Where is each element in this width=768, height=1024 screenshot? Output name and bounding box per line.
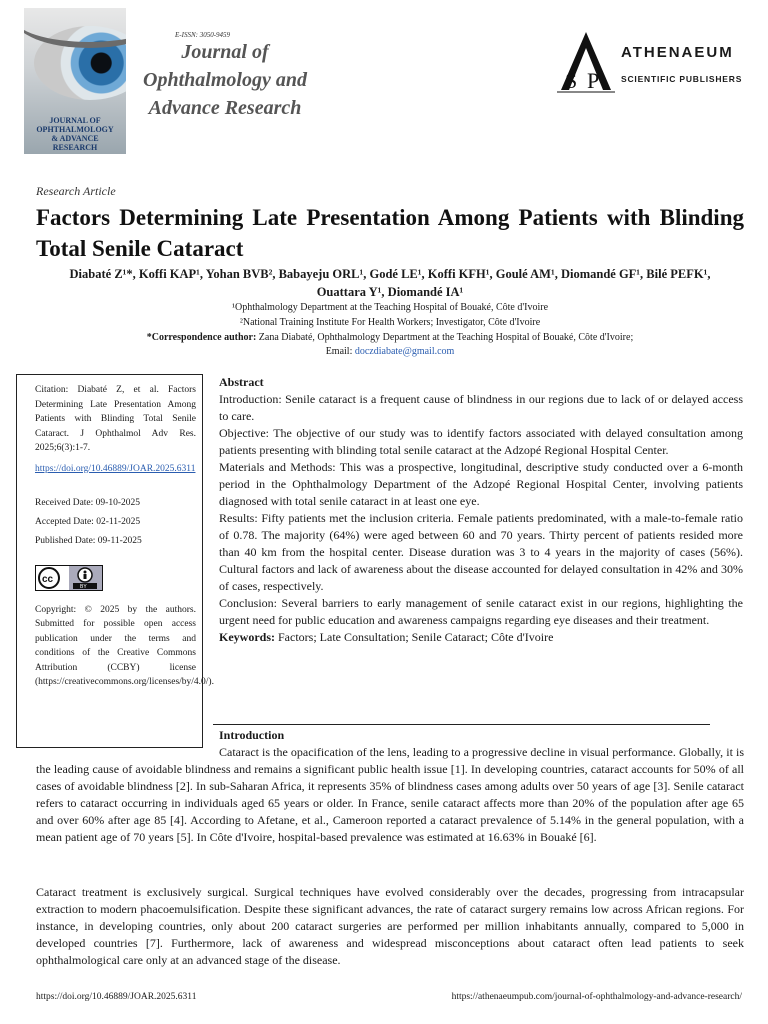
athenaeum-logo-icon (555, 30, 617, 94)
abstract-objective: Objective: The objective of our study was to identify factors associated with delayed consultation among patients presenting with blinding total senile cataract at the Adzopé Regional Hospital Center. (219, 426, 743, 457)
email-line: Email: doczdiabate@gmail.com (325, 346, 455, 357)
citation: Citation: Diabaté Z, et al. Factors Determining Late Presentation Among Patients with Blinding Total Senile Cataract. J Ophthalmol Adv Res. 2025;6(3):1-7. (35, 385, 196, 453)
abstract-results: Results: Fifty patients met the inclusion criteria. Female patients predominated, with a male-to-female ratio of 0.78. The majority (64%) were aged between 60 and 70 years. Thirty percent of patients resided more than 40 km from the hospital center. Disease duration was 3 to 4 years in the majority of cases (56%). Cultural factors and lack of awareness about the disease accounted for delayed consultation in 42% and 30% of cases, respectively. (219, 511, 743, 593)
creative-commons-icon (35, 565, 103, 591)
section-divider (213, 724, 710, 725)
publisher-name: ATHENAEUM (621, 44, 734, 61)
logo-letter-s: S (565, 68, 578, 93)
published-date: Published Date: 09-11-2025 (35, 536, 142, 546)
abstract-introduction: Introduction: Senile cataract is a frequent cause of blindness in our regions due to lack of or delayed access to care. (219, 392, 743, 423)
author-list: Diabaté Z¹*, Koffi KAP¹, Yohan BVB², Babayeju ORL¹, Godé LE¹, Koffi KFH¹, Goulé AM¹, Diomandé GF¹, Bilé PEFK¹, Ouattara Y¹, Diomandé IA¹ (69, 267, 711, 299)
cover-text: JOURNAL OF OPHTHALMOLOGY & ADVANCE RESEARCH (36, 116, 114, 152)
journal-cover-image (24, 8, 126, 154)
svg-text:BY: BY (80, 584, 87, 590)
received-date: Received Date: 09-10-2025 (35, 498, 140, 508)
publisher-subtitle: SCIENTIFIC PUBLISHERS (621, 74, 743, 84)
copyright: Copyright: © 2025 by the authors. Submitted for possible open access publication under the terms and conditions of the Creative Commons Attribution (CCBY) license (https://creativecommons.org/licenses/by/4.0/). (35, 604, 214, 687)
affiliation-2: ²National Training Institute For Health Workers; Investigator, Côte d'Ivoire (239, 317, 541, 328)
journal-title: Journal of Ophthalmology and Advance Research (143, 41, 307, 119)
introduction-heading: Introduction (219, 728, 285, 742)
issn: E-ISSN: 3050-9459 (175, 31, 231, 39)
abstract-section (219, 374, 743, 646)
affiliation-1: ¹Ophthalmology Department at the Teaching Hospital of Bouaké, Côte d'Ivoire (231, 302, 549, 313)
introduction-paragraph-2: Cataract treatment is exclusively surgical. Surgical techniques have evolved considerably over the decades, progressing from intracapsular extraction to modern phacoemulsification. Despite these significant advances, the rate of cataract surgery remains low across African regions. For instance, in developing countries, only about 200 cataract surgeries are performed per million inhabitants annually, compared to 5,000 in developed countries [7]. Furthermore, lack of awareness and widespread misconceptions about cataract often lead patients to seek ophthalmological care only at an advanced stage of the disease. (36, 885, 744, 967)
correspondence: *Correspondence author: Zana Diabaté, Ophthalmology Department at the Teaching Hospital of Bouaké, Côte d'Ivoire; (146, 332, 634, 343)
doi-link[interactable]: https://doi.org/10.46889/JOAR.2025.6311 (35, 463, 196, 474)
logo-letter-p: P (587, 68, 600, 93)
article-type: Research Article (36, 184, 116, 198)
email-link[interactable]: doczdiabate@gmail.com (354, 346, 455, 357)
article-info-box (16, 374, 214, 748)
dates (35, 496, 196, 549)
svg-text:cc: cc (42, 574, 54, 585)
introduction-paragraph-1: Cataract is the opacification of the lens, leading to a progressive decline in visual performance. Globally, it is the leading cause of avoidable blindness and remains a significant public health issue [1]. In developing countries, cataract accounts for 50% of all cases of avoidable blindness [2]. In sub-Saharan Africa, it represents 35% of blindness cases among adults over 50 years of age [3]. Senile cataract refers to cataract occurring in individuals aged 65 years or older. In France, senile cataract affects more than 20% of the population after age 65 and over 60% after age 85 [4]. According to Afetane, et al., Cameroon reported a cataract prevalence of 5.14% in the general population, with a mean patient age of 70 years [5]. In Côte d'Ivoire, hospital-based prevalence was estimated at 16.63% in Bouaké [6]. (36, 745, 744, 844)
accepted-date: Accepted Date: 02-11-2025 (35, 517, 141, 527)
footer-doi[interactable]: https://doi.org/10.46889/JOAR.2025.6311 (36, 992, 197, 1002)
abstract-methods: Materials and Methods: This was a prospective, longitudinal, descriptive study conducted over a 6-month period in the Ophthalmology Department of the Adzopé Regional Hospital Center, involving patients diagnosed with total senile cataract in at least one eye. (219, 460, 743, 508)
keywords: Keywords: Factors; Late Consultation; Senile Cataract; Côte d'Ivoire (219, 630, 554, 644)
abstract-conclusion: Conclusion: Several barriers to early management of senile cataract exist in our regions, highlighting the urgent need for public education and awareness campaigns regarding eye diseases and their treatment. (219, 596, 743, 627)
abstract-heading: Abstract (219, 375, 264, 389)
footer-url[interactable]: https://athenaeumpub.com/journal-of-ophthalmology-and-advance-research/ (451, 992, 742, 1002)
article-title: Factors Determining Late Presentation Among Patients with Blinding Total Senile Cataract (36, 205, 744, 261)
